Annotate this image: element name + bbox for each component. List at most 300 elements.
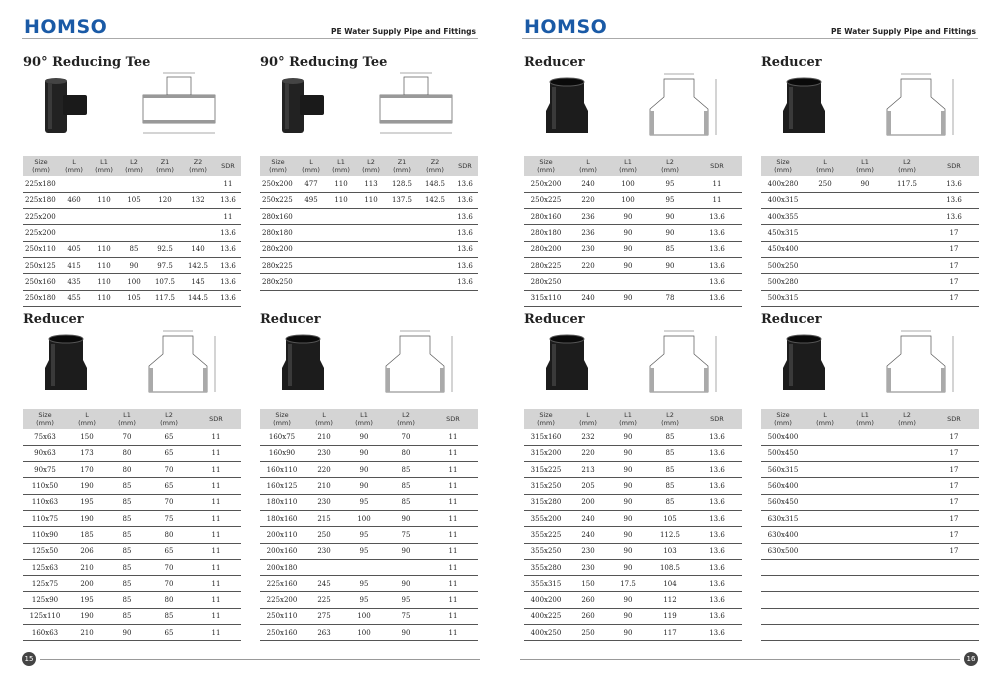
table-cell: 225x180 (23, 192, 59, 208)
table-row (260, 176, 478, 192)
table-cell: 117.5 (149, 290, 181, 306)
table-cell (845, 209, 885, 225)
table-cell: 400x315 (761, 192, 805, 208)
table-cell: 107.5 (149, 274, 181, 290)
section-title: Reducer (524, 312, 585, 327)
table-cell: 90 (648, 257, 692, 273)
table-cell: 232 (568, 429, 608, 445)
table-cell: 200x110 (260, 527, 304, 543)
section-tee2 (260, 55, 478, 325)
table-cell: 13.6 (692, 274, 742, 290)
table-cell: 90 (608, 225, 648, 241)
table-cell: 13.6 (692, 494, 742, 510)
table-cell: 11 (191, 608, 241, 624)
table-cell: 13.6 (215, 225, 241, 241)
table-cell: 13.6 (929, 192, 979, 208)
table-cell: 90 (384, 510, 428, 526)
product-photo (43, 77, 89, 135)
table-cell: 315x110 (524, 290, 568, 306)
table-cell (326, 274, 356, 290)
table-cell (885, 527, 929, 543)
table-cell: 225x200 (23, 225, 59, 241)
product-photo (280, 77, 326, 135)
column-header: L1 (mm) (608, 409, 648, 429)
table-cell: 80 (384, 445, 428, 461)
table-cell: 100 (344, 608, 384, 624)
table-cell: 80 (107, 462, 147, 478)
table-cell: 215 (304, 510, 344, 526)
table-row (23, 543, 241, 559)
table-row (524, 625, 742, 641)
table-cell: 355x250 (524, 543, 568, 559)
table-row (260, 274, 478, 290)
table-row (260, 576, 478, 592)
table-cell: 13.6 (692, 429, 742, 445)
tee-fitting-photo (280, 77, 326, 135)
table-cell: 13.6 (692, 543, 742, 559)
table-cell: 117.5 (885, 176, 929, 192)
column-header: L2 (mm) (384, 409, 428, 429)
table-cell: 11 (215, 209, 241, 225)
table-cell: 95 (344, 543, 384, 559)
table-cell: 355x280 (524, 559, 568, 575)
table-row (260, 510, 478, 526)
table-cell: 280x160 (524, 209, 568, 225)
dimension-diagram (370, 328, 460, 398)
table-row (23, 290, 241, 306)
reducer-dimension-diagram (871, 71, 961, 141)
table-cell: 460 (59, 192, 89, 208)
table-cell: 225 (304, 592, 344, 608)
column-header: Size (mm) (524, 409, 568, 429)
column-header: SDR (428, 409, 478, 429)
table-cell (181, 176, 215, 192)
section-title: 90° Reducing Tee (23, 55, 151, 70)
table-cell: 110 (89, 241, 119, 257)
table-cell: 75 (147, 510, 191, 526)
column-header: Size (mm) (23, 409, 67, 429)
table-cell: 13.6 (692, 608, 742, 624)
table-cell: 17 (929, 290, 979, 306)
table-row (260, 429, 478, 445)
table-cell: 200 (67, 576, 107, 592)
reducer-dimension-diagram (634, 328, 724, 398)
table-cell: 17 (929, 429, 979, 445)
table-cell: 11 (428, 543, 478, 559)
product-photo (781, 334, 827, 392)
table-row (23, 608, 241, 624)
table-cell: 85 (384, 478, 428, 494)
table-cell: 250x200 (260, 176, 296, 192)
table-row (524, 592, 742, 608)
table-cell (845, 576, 885, 592)
table-cell: 190 (67, 478, 107, 494)
table-cell (119, 209, 149, 225)
table-cell: 142.5 (181, 257, 215, 273)
table-row (524, 290, 742, 306)
reducer-fitting-photo (781, 77, 827, 135)
table-cell: 95 (344, 576, 384, 592)
table-row (761, 478, 979, 494)
table-cell: 170 (67, 462, 107, 478)
table-cell (296, 274, 326, 290)
table-cell: 85 (107, 559, 147, 575)
table-cell: 97.5 (149, 257, 181, 273)
table-cell: 140 (181, 241, 215, 257)
table-cell: 160x110 (260, 462, 304, 478)
table-cell: 70 (147, 559, 191, 575)
column-header: L2 (mm) (648, 409, 692, 429)
table-row (23, 576, 241, 592)
table-cell: 13.6 (215, 290, 241, 306)
table-cell: 125x110 (23, 608, 67, 624)
table-cell (885, 241, 929, 257)
table-cell: 148.5 (418, 176, 452, 192)
table-cell: 263 (304, 625, 344, 641)
column-header: L1 (mm) (89, 156, 119, 176)
section-title: Reducer (761, 55, 822, 70)
table-cell: 70 (147, 462, 191, 478)
spec-table (524, 409, 742, 641)
table-row (260, 257, 478, 273)
table-cell: 17 (929, 543, 979, 559)
table-row (23, 241, 241, 257)
table-cell (805, 462, 845, 478)
table-row (524, 608, 742, 624)
table-cell: 280x200 (260, 241, 296, 257)
table-cell (805, 257, 845, 273)
table-cell (805, 592, 845, 608)
table-cell: 90 (608, 429, 648, 445)
column-header: L (mm) (296, 156, 326, 176)
table-cell: 85 (648, 241, 692, 257)
table-cell: 630x500 (761, 543, 805, 559)
table-cell: 160x125 (260, 478, 304, 494)
table-cell: 11 (191, 576, 241, 592)
table-cell: 125x90 (23, 592, 67, 608)
table-cell: 90 (344, 445, 384, 461)
table-row (524, 543, 742, 559)
column-header: Size (mm) (23, 156, 59, 176)
table-cell: 103 (648, 543, 692, 559)
table-cell (845, 192, 885, 208)
table-cell: 110x90 (23, 527, 67, 543)
table-cell: 85 (648, 478, 692, 494)
table-cell (296, 225, 326, 241)
table-cell: 80 (107, 445, 147, 461)
table-cell: 11 (428, 527, 478, 543)
table-row (524, 241, 742, 257)
table-cell (885, 445, 929, 461)
table-cell (326, 225, 356, 241)
table-row (761, 559, 979, 575)
table-row (761, 576, 979, 592)
table-cell: 450x400 (761, 241, 805, 257)
table-cell: 13.6 (215, 274, 241, 290)
table-cell: 100 (608, 176, 648, 192)
table-cell: 85 (384, 494, 428, 510)
table-cell: 90 (608, 290, 648, 306)
table-cell: 11 (428, 510, 478, 526)
table-row (761, 429, 979, 445)
table-cell: 13.6 (452, 192, 478, 208)
table-cell: 500x450 (761, 445, 805, 461)
table-cell: 17 (929, 510, 979, 526)
table-row (260, 543, 478, 559)
table-cell: 11 (191, 429, 241, 445)
table-cell: 110x75 (23, 510, 67, 526)
table-cell: 95 (344, 494, 384, 510)
table-cell (885, 478, 929, 494)
table-cell: 11 (191, 478, 241, 494)
spec-table (761, 409, 979, 641)
table-cell (885, 257, 929, 273)
table-cell: 85 (648, 494, 692, 510)
table-cell: 355x315 (524, 576, 568, 592)
table-cell: 630x315 (761, 510, 805, 526)
table-cell (845, 241, 885, 257)
table-cell (326, 241, 356, 257)
table-row (524, 559, 742, 575)
table-cell (386, 274, 418, 290)
table-cell: 250x225 (524, 192, 568, 208)
table-cell: 225x180 (23, 176, 59, 192)
spec-table (23, 409, 241, 641)
table-cell (304, 559, 344, 575)
table-cell: 85 (648, 445, 692, 461)
table-cell (326, 257, 356, 273)
table-cell: 105 (648, 510, 692, 526)
table-cell: 11 (191, 543, 241, 559)
section-red4 (260, 312, 478, 637)
table-cell: 13.6 (692, 290, 742, 306)
table-cell: 110 (326, 192, 356, 208)
table-cell: 200x180 (260, 559, 304, 575)
column-header: L1 (mm) (845, 156, 885, 176)
product-photo (781, 77, 827, 135)
table-row (761, 592, 979, 608)
column-header: L1 (mm) (608, 156, 648, 176)
table-cell: 90x63 (23, 445, 67, 461)
table-cell: 250 (568, 625, 608, 641)
table-cell: 13.6 (452, 274, 478, 290)
table-cell: 85 (107, 576, 147, 592)
table-cell: 13.6 (692, 225, 742, 241)
table-cell: 405 (59, 241, 89, 257)
column-header: L1 (mm) (107, 409, 147, 429)
table-row (761, 192, 979, 208)
table-cell: 206 (67, 543, 107, 559)
table-cell (418, 274, 452, 290)
table-cell: 11 (428, 608, 478, 624)
table-cell: 65 (147, 429, 191, 445)
table-row (260, 608, 478, 624)
table-cell: 236 (568, 225, 608, 241)
table-row (761, 274, 979, 290)
table-cell: 70 (107, 429, 147, 445)
table-cell: 90x75 (23, 462, 67, 478)
table-cell: 225x200 (23, 209, 59, 225)
column-header: SDR (215, 156, 241, 176)
table-cell: 105 (119, 192, 149, 208)
table-cell: 145 (181, 274, 215, 290)
table-cell: 90 (608, 559, 648, 575)
table-row (524, 445, 742, 461)
table-row (761, 543, 979, 559)
section-tee1 (23, 55, 241, 325)
table-cell: 250x160 (23, 274, 59, 290)
table-cell: 250 (304, 527, 344, 543)
table-cell: 13.6 (692, 576, 742, 592)
table-cell: 160x75 (260, 429, 304, 445)
table-cell: 210 (67, 625, 107, 641)
table-cell: 75 (384, 527, 428, 543)
column-header: L1 (mm) (845, 409, 885, 429)
table-cell: 11 (191, 510, 241, 526)
table-cell: 220 (304, 462, 344, 478)
table-cell (805, 274, 845, 290)
column-header: L1 (mm) (344, 409, 384, 429)
table-cell (386, 209, 418, 225)
table-row (524, 257, 742, 273)
table-cell (384, 559, 428, 575)
table-row (761, 494, 979, 510)
table-cell (149, 225, 181, 241)
table-cell: 90 (608, 257, 648, 273)
table-row (260, 192, 478, 208)
column-header: Z1 (mm) (149, 156, 181, 176)
table-cell: 95 (648, 192, 692, 208)
table-cell: 11 (191, 494, 241, 510)
brand-logo: HOMSO (524, 16, 608, 38)
table-cell: 100 (344, 625, 384, 641)
table-cell: 180x110 (260, 494, 304, 510)
product-photo (544, 77, 590, 135)
table-cell: 17 (929, 241, 979, 257)
table-cell: 240 (568, 176, 608, 192)
table-row (23, 510, 241, 526)
table-cell (805, 576, 845, 592)
table-cell: 250x225 (260, 192, 296, 208)
table-cell: 280x225 (260, 257, 296, 273)
table-row (23, 527, 241, 543)
column-header: L (mm) (67, 409, 107, 429)
table-cell (885, 494, 929, 510)
dimension-diagram (370, 71, 460, 141)
table-cell: 280x225 (524, 257, 568, 273)
table-cell: 450x315 (761, 225, 805, 241)
table-cell (608, 274, 648, 290)
column-header: L2 (mm) (885, 156, 929, 176)
table-cell (929, 576, 979, 592)
table-cell (885, 625, 929, 641)
table-cell: 13.6 (692, 559, 742, 575)
table-cell (845, 478, 885, 494)
column-header: L2 (mm) (356, 156, 386, 176)
table-cell: 90 (608, 527, 648, 543)
table-cell: 90 (845, 176, 885, 192)
table-cell (418, 225, 452, 241)
column-header: Size (mm) (524, 156, 568, 176)
column-header: Z2 (mm) (181, 156, 215, 176)
table-cell (885, 290, 929, 306)
table-cell (59, 209, 89, 225)
table-cell: 225x160 (260, 576, 304, 592)
table-cell: 17.5 (608, 576, 648, 592)
brand-logo: HOMSO (24, 16, 108, 38)
table-row (761, 241, 979, 257)
table-cell: 17 (929, 527, 979, 543)
table-cell: 132 (181, 192, 215, 208)
table-row (23, 592, 241, 608)
table-row (260, 625, 478, 641)
table-cell (386, 257, 418, 273)
table-cell: 400x355 (761, 209, 805, 225)
table-row (260, 209, 478, 225)
table-cell: 142.5 (418, 192, 452, 208)
table-row (23, 559, 241, 575)
table-cell (805, 527, 845, 543)
table-cell: 250x110 (260, 608, 304, 624)
table-cell: 280x250 (524, 274, 568, 290)
table-cell: 75 (384, 608, 428, 624)
table-cell (418, 209, 452, 225)
column-header: Size (mm) (260, 156, 296, 176)
table-cell (805, 625, 845, 641)
table-cell (761, 576, 805, 592)
tee-dimension-diagram (370, 71, 460, 141)
table-cell: 630x400 (761, 527, 805, 543)
table-cell: 13.6 (215, 257, 241, 273)
spec-table (761, 156, 979, 307)
table-row (23, 462, 241, 478)
spec-table (524, 156, 742, 307)
column-header: L (mm) (805, 409, 845, 429)
table-cell: 95 (648, 176, 692, 192)
table-cell (929, 559, 979, 575)
table-row (23, 625, 241, 641)
table-cell (885, 429, 929, 445)
table-cell: 495 (296, 192, 326, 208)
table-cell: 355x200 (524, 510, 568, 526)
table-cell (568, 274, 608, 290)
table-cell: 120 (149, 192, 181, 208)
spec-table (23, 156, 241, 307)
header-title: PE Water Supply Pipe and Fittings (331, 27, 476, 36)
table-cell (845, 257, 885, 273)
table-cell: 560x400 (761, 478, 805, 494)
table-cell (356, 241, 386, 257)
table-cell (805, 209, 845, 225)
table-cell: 230 (568, 559, 608, 575)
table-cell (885, 225, 929, 241)
column-header: Size (mm) (761, 156, 805, 176)
table-cell: 85 (384, 462, 428, 478)
product-photo (43, 334, 89, 392)
table-row (524, 192, 742, 208)
table-row (761, 462, 979, 478)
table-cell: 90 (344, 462, 384, 478)
dimension-diagram (871, 328, 961, 398)
table-cell: 11 (428, 494, 478, 510)
table-row (260, 225, 478, 241)
table-row (23, 257, 241, 273)
table-row (260, 494, 478, 510)
table-cell: 477 (296, 176, 326, 192)
table-cell: 230 (568, 543, 608, 559)
table-row (761, 209, 979, 225)
table-cell: 110 (89, 290, 119, 306)
